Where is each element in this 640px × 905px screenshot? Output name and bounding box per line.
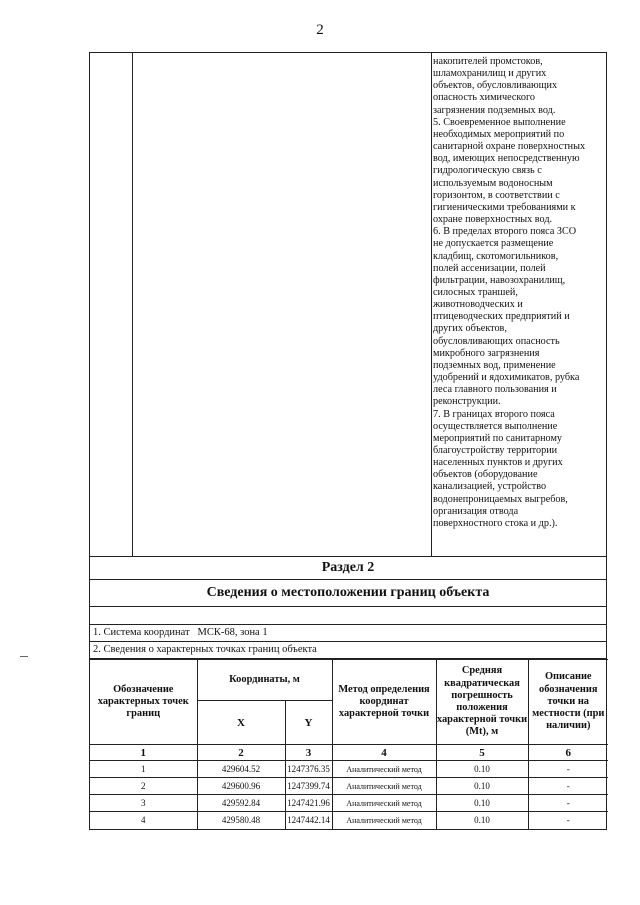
point-y: 1247376.35 <box>285 761 332 778</box>
header-coordinates: Координаты, м <box>197 660 332 701</box>
point-id: 1 <box>90 761 197 778</box>
table-row <box>90 812 608 829</box>
requirement-line: горизонтом, в соответствии с <box>433 189 560 201</box>
point-description: - <box>528 761 608 778</box>
requirement-line: гидрологическую связь с <box>433 165 542 177</box>
requirement-line: накопителей промстоков, <box>433 56 543 67</box>
requirement-line: населенных пунктов и других <box>433 457 563 469</box>
requirement-line: реконструкции. <box>433 396 501 408</box>
requirement-line: вод, имеющих непосредственную <box>433 153 580 165</box>
requirement-line: санитарной охране поверхностных <box>433 141 586 153</box>
point-x: 429592.84 <box>197 795 285 812</box>
requirement-line: гигиеническими требованиями к <box>433 201 576 213</box>
point-x: 429580.48 <box>197 812 285 829</box>
requirement-line: необходимых мероприятий по <box>433 128 565 140</box>
requirement-line: микробного загрязнения <box>433 347 540 359</box>
page-number: 2 <box>316 22 324 38</box>
requirement-line: птицеводческих предприятий и <box>433 311 570 323</box>
requirement-line: водонепроницаемых выгребов, <box>433 493 568 505</box>
requirement-line: полей ассенизации, полей <box>433 262 546 274</box>
point-description: - <box>528 795 608 812</box>
scan-mark <box>20 656 28 657</box>
requirement-line: силосных траншей, <box>433 286 518 298</box>
header-description: Описание обозначения точки на местности (при наличии) <box>528 660 608 745</box>
requirement-line: объектов, обусловливающих <box>433 80 558 92</box>
requirement-line: 5. Своевременное выполнение <box>433 116 566 128</box>
header-y: Y <box>285 701 332 745</box>
requirement-line: леса главного пользования и <box>433 384 557 396</box>
column-divider <box>431 53 432 556</box>
requirement-line: кладбищ, скотомогильников, <box>433 250 559 262</box>
requirement-line: загрязнения подземных вод. <box>433 104 556 116</box>
requirement-line: канализацией, устройство <box>433 481 547 493</box>
continuation-table <box>90 53 606 557</box>
requirement-line: 7. В границах второго пояса <box>433 408 555 420</box>
requirement-line: обусловливающих опасность <box>433 335 560 347</box>
requirement-line: шламохранилищ и других <box>433 68 547 80</box>
point-error: 0.10 <box>436 812 528 829</box>
requirement-line: объектов (оборудование <box>433 469 538 481</box>
column-number: 2 <box>197 745 285 761</box>
column-number: 4 <box>332 745 436 761</box>
column-number-row <box>90 745 608 761</box>
requirement-line: поверхностного стока и др.). <box>433 517 558 529</box>
point-y: 1247399.74 <box>285 778 332 795</box>
point-x: 429600.96 <box>197 778 285 795</box>
requirement-line: фильтрации, навозохранилищ, <box>433 274 566 286</box>
requirement-line: подземных вод, применение <box>433 359 556 371</box>
point-description: - <box>528 778 608 795</box>
requirement-line: благоустройству территории <box>433 445 558 456</box>
requirement-line: других объектов, <box>433 323 507 335</box>
point-y: 1247421.96 <box>285 795 332 812</box>
point-method: Аналитический метод <box>332 795 436 812</box>
header-method: Метод определения координат характерной точки <box>332 660 436 745</box>
column-number: 3 <box>285 745 332 761</box>
requirement-line: используемым водоносным <box>433 177 553 189</box>
requirements-text <box>433 56 607 530</box>
requirement-line: опасность химического <box>433 92 535 104</box>
point-y: 1247442.14 <box>285 812 332 829</box>
point-error: 0.10 <box>436 795 528 812</box>
point-x: 429604.52 <box>197 761 285 778</box>
document-frame <box>89 52 607 830</box>
requirement-line: осуществляется выполнение <box>433 420 558 432</box>
section-title: Раздел 2 <box>90 557 606 580</box>
table-row <box>90 778 608 795</box>
header-point-designation: Обозначение характерных точек границ <box>90 660 197 745</box>
section-heading: Сведения о местоположении границ объекта <box>90 580 606 607</box>
point-error: 0.10 <box>436 761 528 778</box>
point-method: Аналитический метод <box>332 778 436 795</box>
requirement-line: 6. В пределах второго пояса ЗСО <box>433 226 577 238</box>
header-error: Средняя квадратическая погрешность положения характерной точки (Mt), м <box>436 660 528 745</box>
requirement-line: животноводческих и <box>433 299 523 311</box>
point-id: 3 <box>90 795 197 812</box>
point-id: 4 <box>90 812 197 829</box>
point-error: 0.10 <box>436 778 528 795</box>
requirement-line: мероприятий по санитарному <box>433 432 562 444</box>
header-x: X <box>197 701 285 745</box>
requirement-line: организация отвода <box>433 505 519 517</box>
points-label: 2. Сведения о характерных точках границ объекта <box>90 642 606 659</box>
column-number: 6 <box>528 745 608 761</box>
coordinate-system-value: МСК-68, зона 1 <box>197 627 268 638</box>
boundary-points-table <box>90 659 608 829</box>
point-description: - <box>528 812 608 829</box>
coordinate-system-line <box>90 625 606 642</box>
coordinate-system-label: 1. Система координат <box>93 627 190 638</box>
point-id: 2 <box>90 778 197 795</box>
column-number: 5 <box>436 745 528 761</box>
column-divider <box>132 53 133 556</box>
point-method: Аналитический метод <box>332 812 436 829</box>
column-number: 1 <box>90 745 197 761</box>
table-row <box>90 795 608 812</box>
point-method: Аналитический метод <box>332 761 436 778</box>
requirement-line: удобрений и ядохимикатов, рубка <box>433 372 580 384</box>
spacer-row <box>90 607 606 625</box>
table-row <box>90 761 608 778</box>
requirement-line: охране поверхностных вод. <box>433 214 553 226</box>
requirement-line: не допускается размещение <box>433 238 554 250</box>
